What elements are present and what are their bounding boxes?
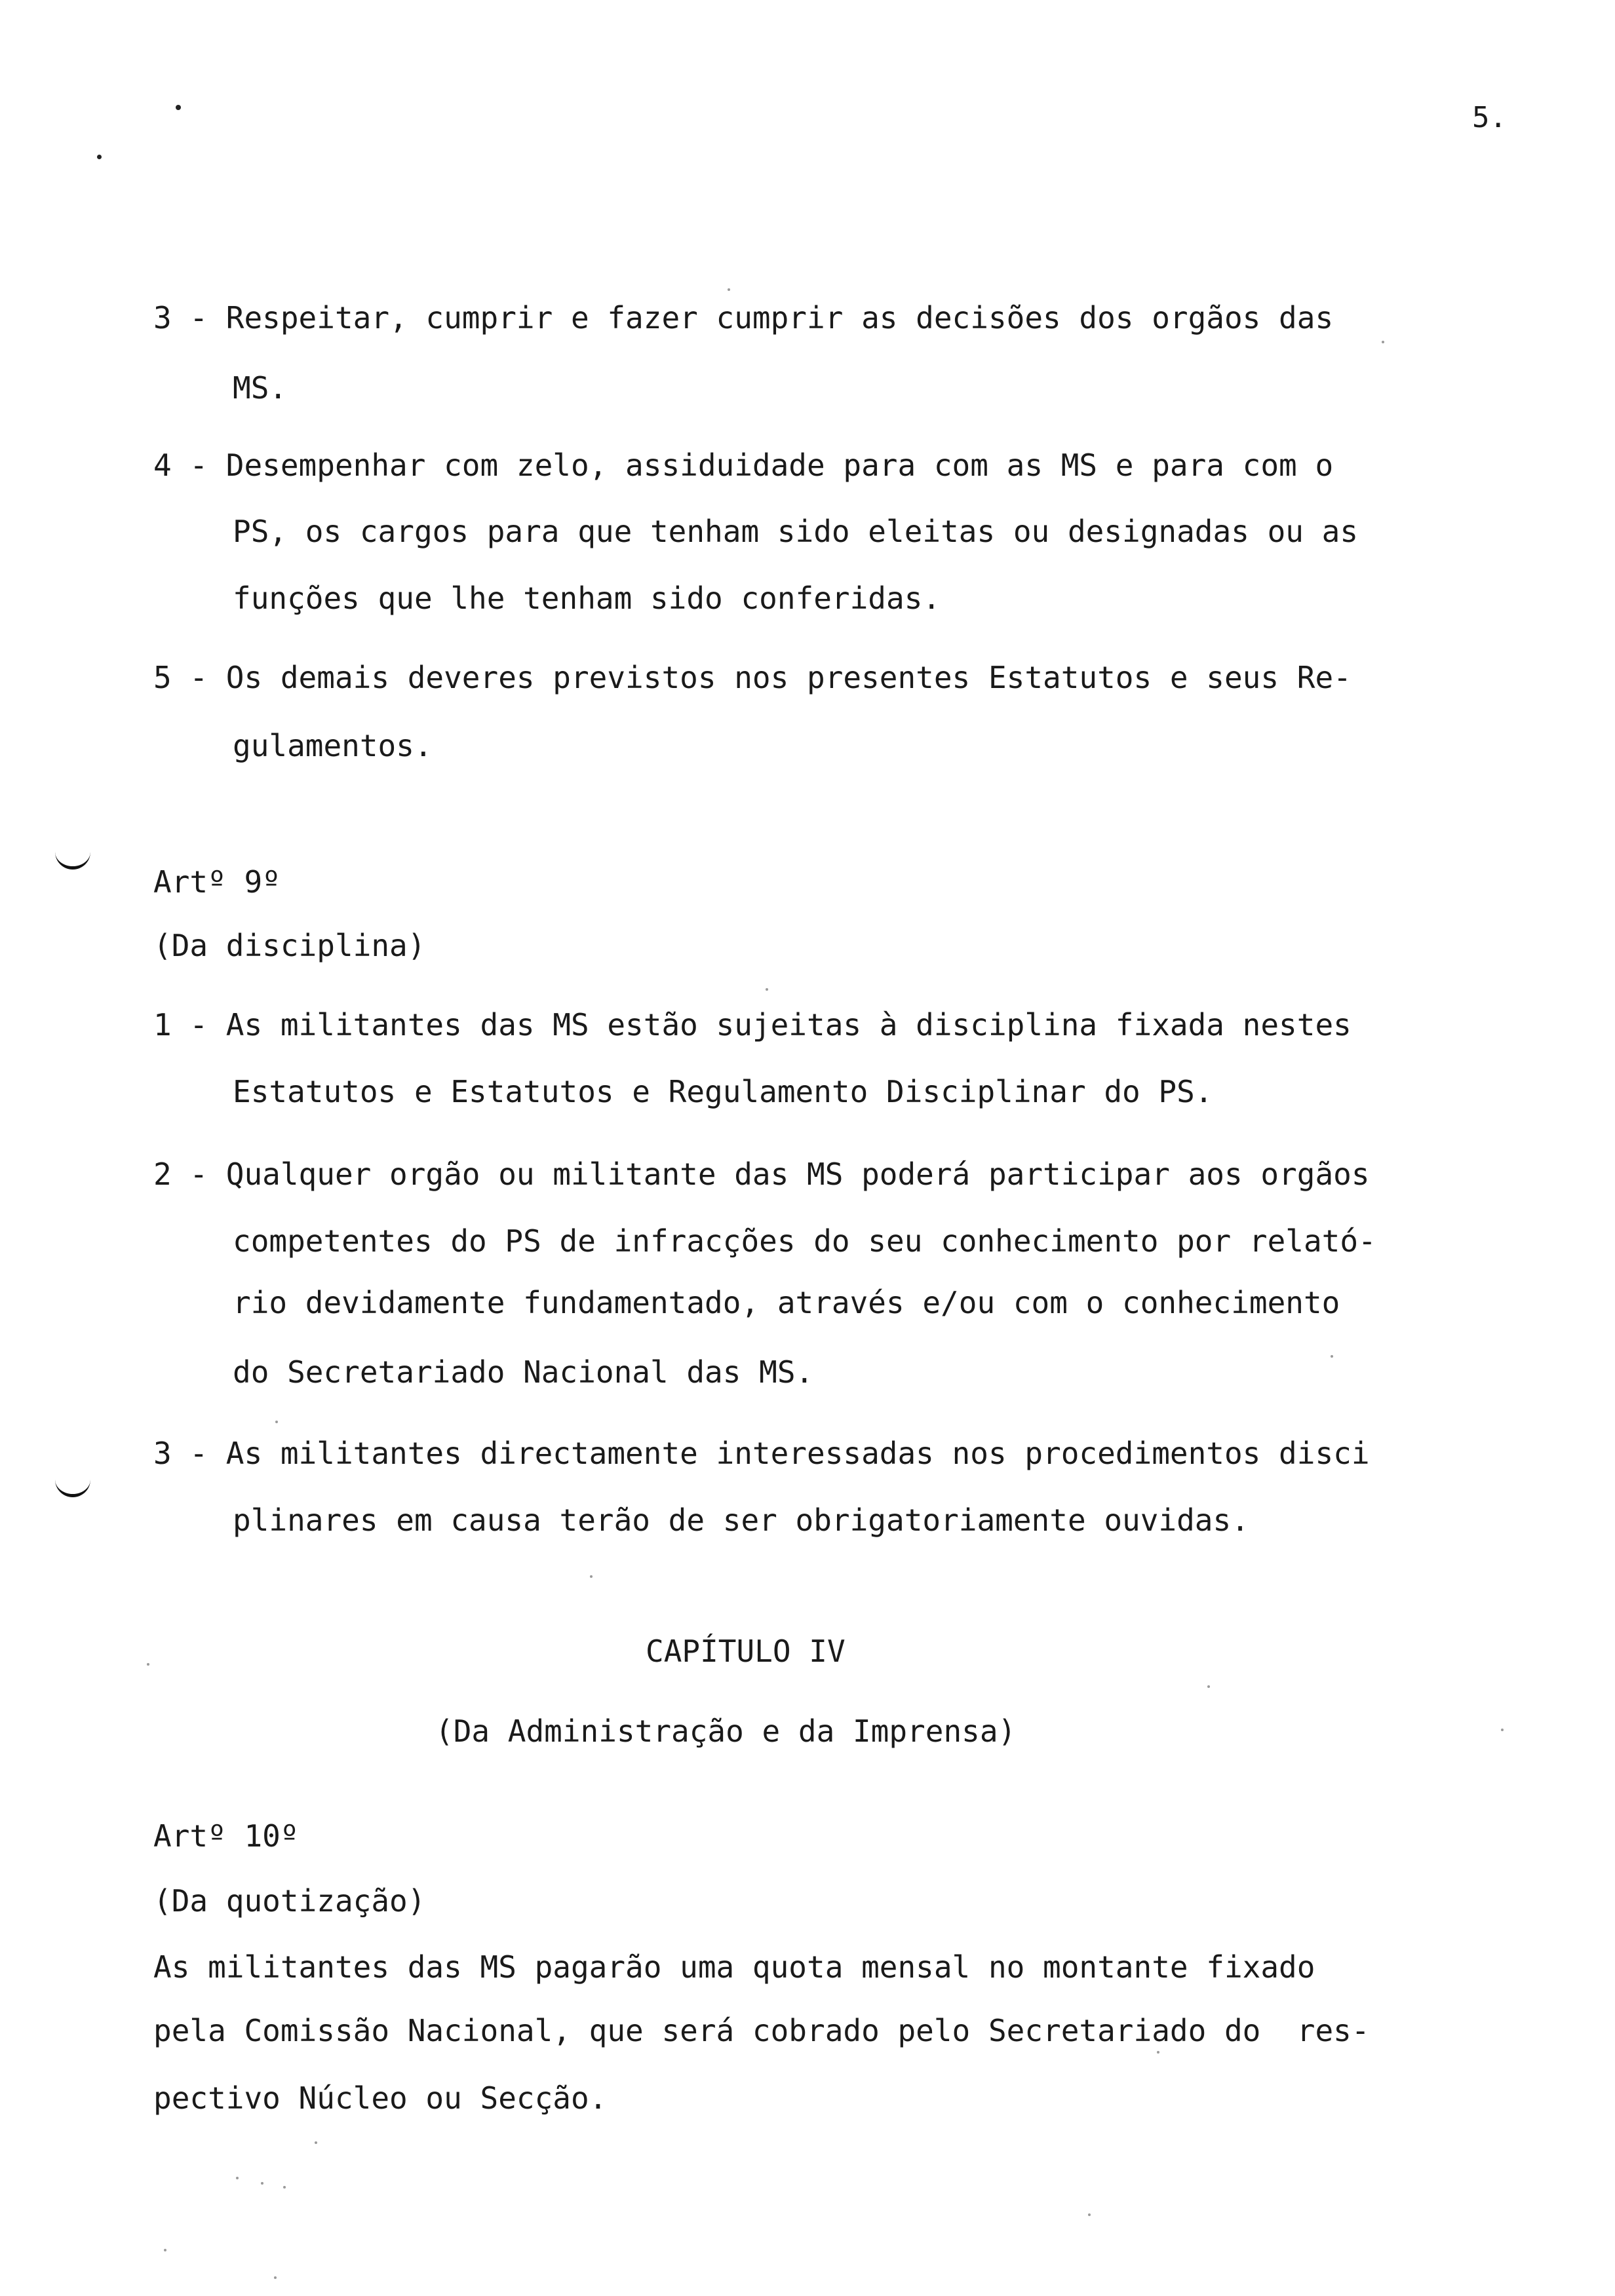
art-9-item-3-line-2: plinares em causa terão de ser obrigatoriamente ouvidas.: [233, 1502, 1249, 1538]
scan-speck: [236, 2177, 239, 2179]
scan-speck: [1382, 341, 1384, 343]
margin-mark: [55, 1474, 90, 1497]
scan-speck: [1207, 1685, 1210, 1688]
chapter-subtitle: (Da Administração e da Imprensa): [435, 1713, 1017, 1749]
item-5-line-2: gulamentos.: [233, 728, 433, 763]
scan-speck: [1157, 2051, 1159, 2054]
scan-dot: [97, 155, 102, 159]
scan-speck: [1088, 2213, 1091, 2216]
item-5-line-1: 5 - Os demais deveres previstos nos presentes Estatutos e seus Re-: [153, 660, 1352, 695]
art-10-line-3: pectivo Núcleo ou Secção.: [153, 2080, 608, 2116]
scan-speck: [315, 2141, 317, 2144]
scan-speck: [728, 288, 730, 291]
scan-speck: [283, 2186, 286, 2189]
art-10-heading: Artº 10º: [153, 1818, 299, 1854]
art-9-heading: Artº 9º: [153, 864, 281, 900]
item-4-line-1: 4 - Desempenhar com zelo, assiduidade para com as MS e para com o: [153, 448, 1334, 483]
page-number: 5.: [1472, 101, 1507, 134]
scan-speck: [274, 2276, 277, 2279]
art-9-item-1-line-1: 1 - As militantes das MS estão sujeitas à disciplina fixada nestes: [153, 1007, 1352, 1043]
scan-speck: [164, 2249, 166, 2251]
art-9-item-3-line-1: 3 - As militantes directamente interessadas nos procedimentos disci: [153, 1436, 1370, 1471]
scan-speck: [766, 988, 768, 991]
item-3-line-1: 3 - Respeitar, cumprir e fazer cumprir as decisões dos orgãos das: [153, 300, 1334, 335]
scan-speck: [275, 1421, 278, 1423]
art-9-item-2-line-1: 2 - Qualquer orgão ou militante das MS poderá participar aos orgãos: [153, 1157, 1370, 1192]
item-4-line-2: PS, os cargos para que tenham sido eleitas ou designadas ou as: [233, 514, 1359, 549]
scan-dot: [176, 105, 181, 110]
art-9-item-2-line-3: rio devidamente fundamentado, através e/ou com o conhecimento: [233, 1285, 1340, 1320]
item-4-line-3: funções que lhe tenham sido conferidas.: [233, 581, 941, 616]
art-9-item-1-line-2: Estatutos e Estatutos e Regulamento Disciplinar do PS.: [233, 1074, 1213, 1109]
art-10-line-2: pela Comissão Nacional, que será cobrado pelo Secretariado do res-: [153, 2013, 1370, 2048]
scan-speck: [1331, 1355, 1333, 1358]
item-3-line-2: MS.: [233, 370, 288, 406]
art-9-item-2-line-4: do Secretariado Nacional das MS.: [233, 1354, 814, 1390]
scan-speck: [147, 1663, 149, 1666]
art-9-item-2-line-2: competentes do PS de infracções do seu conhecimento por relató-: [233, 1223, 1376, 1259]
scan-speck: [1501, 1729, 1504, 1731]
scan-speck: [590, 1575, 593, 1578]
scan-speck: [261, 2182, 263, 2185]
chapter-title: CAPÍTULO IV: [646, 1634, 846, 1669]
margin-mark: [55, 847, 90, 870]
art-10-subtitle: (Da quotização): [153, 1883, 426, 1919]
art-9-subtitle: (Da disciplina): [153, 928, 426, 963]
art-10-line-1: As militantes das MS pagarão uma quota mensal no montante fixado: [153, 1949, 1315, 1985]
